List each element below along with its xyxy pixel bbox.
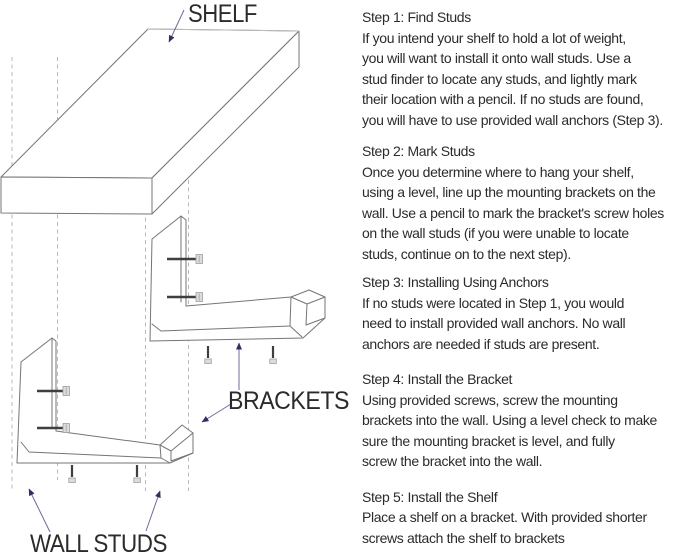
step-body-line: screws attach the shelf to brackets <box>362 529 565 546</box>
lower-bracket-outline <box>17 338 193 463</box>
step-body-line: anchors are needed if studs are present. <box>362 335 600 352</box>
step-body-line: Using provided screws, screw the mounting <box>362 391 618 408</box>
step-body-line: Once you determine where to hang your shelf, <box>362 163 634 180</box>
step-body-line: stud finder to locate any studs, and lightly mark <box>362 70 637 87</box>
step-body-line: sure the mounting bracket is level, and fully <box>362 432 615 449</box>
instruction-step <box>362 487 677 549</box>
step-body <box>362 293 677 355</box>
step-body <box>362 28 677 131</box>
step-body-line: wall. Use a pencil to mark the bracket's screw holes <box>362 204 664 221</box>
instructions-panel <box>362 7 677 556</box>
step-body-line: If no studs were located in Step 1, you would <box>362 294 625 311</box>
shelf-end-face <box>1 177 152 214</box>
step-body-line: you will want to install it onto wall studs. Use a <box>362 50 631 66</box>
shelf-label: SHELF <box>188 0 258 28</box>
instruction-step <box>362 272 677 354</box>
step-body <box>362 507 677 548</box>
brackets-label: BRACKETS <box>228 387 349 415</box>
screw-head-icon <box>205 359 212 364</box>
step-body-line: screw the bracket into the wall. <box>362 453 543 469</box>
wall-studs-label: WALL STUDS <box>30 530 167 556</box>
step-title: Step 2: Mark Studs <box>362 143 475 159</box>
shelf-drawing <box>1 29 299 214</box>
screw-head-icon <box>134 478 141 483</box>
step-title: Step 5: Install the Shelf <box>362 488 498 505</box>
step-body-line: need to install provided wall anchors. No wall <box>362 315 626 331</box>
step-body-line: studs, continue on to the next step). <box>362 245 571 262</box>
step-body <box>362 162 677 265</box>
step-title: Step 3: Installing Using Anchors <box>362 274 549 290</box>
step-body-line: using a level, line up the mounting brackets on the <box>362 184 656 200</box>
step-title: Step 1: Find Studs <box>362 9 471 25</box>
brackets-lower-arrow-icon <box>202 404 231 422</box>
step-body-line: on the wall studs (if you were unable to locate <box>362 225 629 241</box>
screw-head-icon <box>270 359 277 364</box>
step-title: Step 4: Install the Bracket <box>362 371 513 387</box>
instruction-step <box>362 141 677 264</box>
instruction-step <box>362 7 677 130</box>
wall-studs-right-arrow-icon <box>146 491 160 531</box>
wall-studs-left-arrow-icon <box>29 489 50 532</box>
screw-head-icon <box>69 478 76 483</box>
step-body <box>362 390 677 472</box>
step-body-line: Place a shelf on a bracket. With provided shorter <box>362 509 647 525</box>
step-body-line: brackets into the wall. Using a level check to make <box>362 412 657 428</box>
upper-bracket-outline <box>150 216 325 341</box>
lower-bracket-drawing <box>17 338 193 463</box>
step-body-line: If you intend your shelf to hold a lot of weight, <box>362 29 626 46</box>
step-body-line: their location with a pencil. If no studs are found, <box>362 91 644 107</box>
upper-bracket-drawing <box>150 216 325 341</box>
step-body-line: you will have to use provided wall anchors (Step 3). <box>362 111 663 128</box>
instruction-step <box>362 369 677 472</box>
